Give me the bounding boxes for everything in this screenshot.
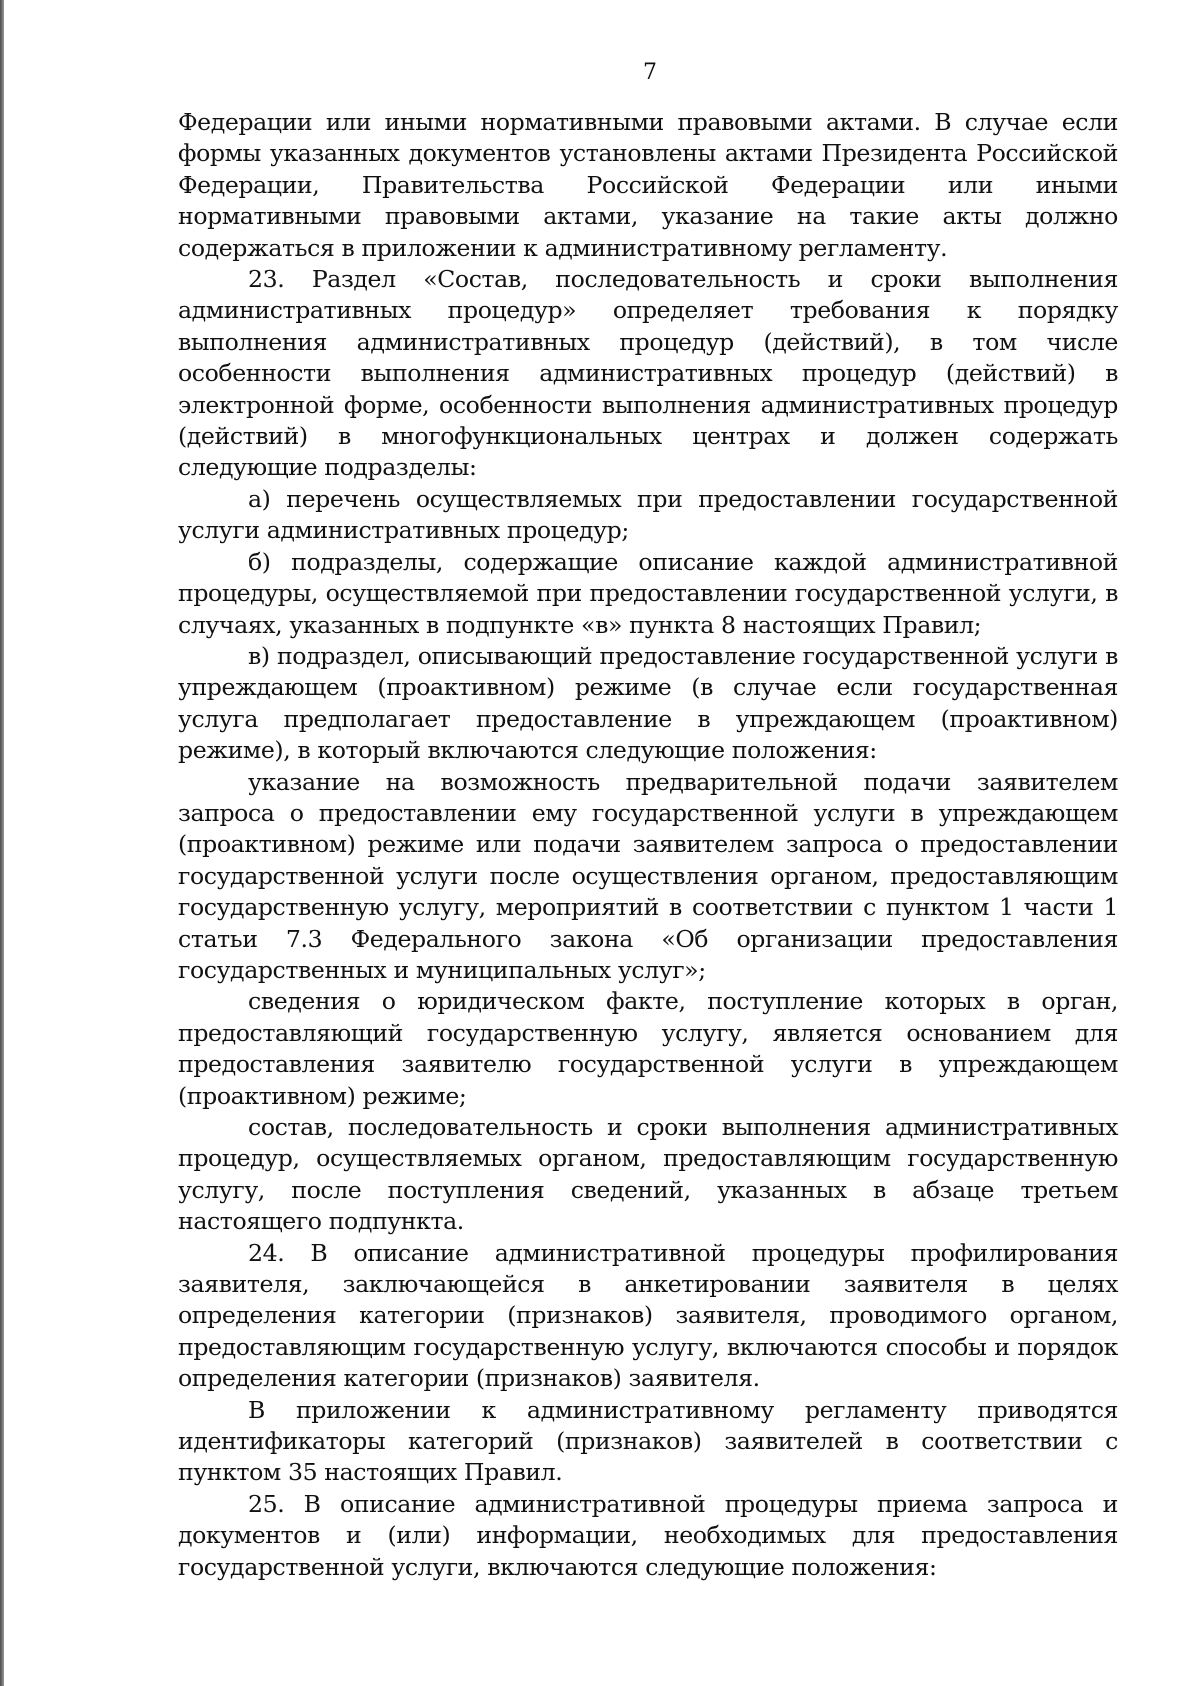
paragraph-item-25: 25. В описание административной процедуры приема запроса и документов и (или) информации, необходимых для предоставления государственной услуги, включаются следующие положения: bbox=[178, 1489, 1118, 1581]
paragraph-subitem-v: в) подраздел, описывающий предоставление государственной услуги в упреждающем (проактивном) режиме (в случае если государственная услуга предполагает предоставление в упреждающем (проактивном) режиме), в который включаются следующие положения: bbox=[178, 641, 1118, 765]
paragraph-continuation: Федерации или иными нормативными правовыми актами. В случае если формы указанных документов установлены актами Президента Российской Федерации, Правительства Российской Федерации или иными нормативными правовыми актами, указание на такие акты должно содержаться в приложении к административному регламенту. bbox=[178, 108, 1118, 262]
paragraph-appendix-identifiers: В приложении к административному регламенту приводятся идентификаторы категорий (признаков) заявителей в соответствии с пунктом 35 настоящих Правил. bbox=[178, 1395, 1118, 1487]
paragraph-proactive-request: указание на возможность предварительной подачи заявителем запроса о предоставлении ему государственной услуги в упреждающем (проактивном) режиме или подачи заявителем запроса о предоставлении государственной услуги после осуществления органом, предоставляющим государственную услугу, мероприятий в соответствии с пунктом 1 части 1 статьи 7.3 Федерального закона «Об организации предоставления государственных и муниципальных услуг»; bbox=[178, 767, 1118, 984]
page-number: 7 bbox=[643, 60, 657, 85]
paragraph-legal-fact: сведения о юридическом факте, поступление которых в орган, предоставляющий государственную услугу, является основанием для предоставления заявителю государственной услуги в упреждающем (проактивном) режиме; bbox=[178, 987, 1118, 1110]
paragraph-item-24: 24. В описание административной процедуры профилирования заявителя, заключающейся в анкетировании заявителя в целях определения категории (признаков) заявителя, проводимого органом, предоставляющим государственную услугу, включаются способы и порядок определения категории (признаков) заявителя. bbox=[178, 1238, 1118, 1393]
paragraph-procedure-composition: состав, последовательность и сроки выполнения административных процедур, осуществляемых органом, предоставляющим государственную услугу, после поступления сведений, указанных в абзаце третьем настоящего подпункта. bbox=[178, 1113, 1118, 1236]
paragraph-subitem-b: б) подразделы, содержащие описание каждой административной процедуры, осуществляемой при предоставлении государственной услуги, в случаях, указанных в подпункте «в» пункта 8 настоящих Правил; bbox=[178, 547, 1118, 639]
scan-edge bbox=[0, 0, 4, 1686]
document-body bbox=[178, 107, 1118, 1583]
paragraph-item-23: 23. Раздел «Состав, последовательность и сроки выполнения административных процедур» определяет требования к порядку выполнения административных процедур (действий), в том числе особенности выполнения административных процедур (действий) в электронной форме, особенности выполнения административных процедур (действий) в многофункциональных центрах и должен содержать следующие подразделы: bbox=[178, 265, 1118, 482]
paragraph-subitem-a: а) перечень осуществляемых при предоставлении государственной услуги административных процедур; bbox=[178, 484, 1118, 545]
